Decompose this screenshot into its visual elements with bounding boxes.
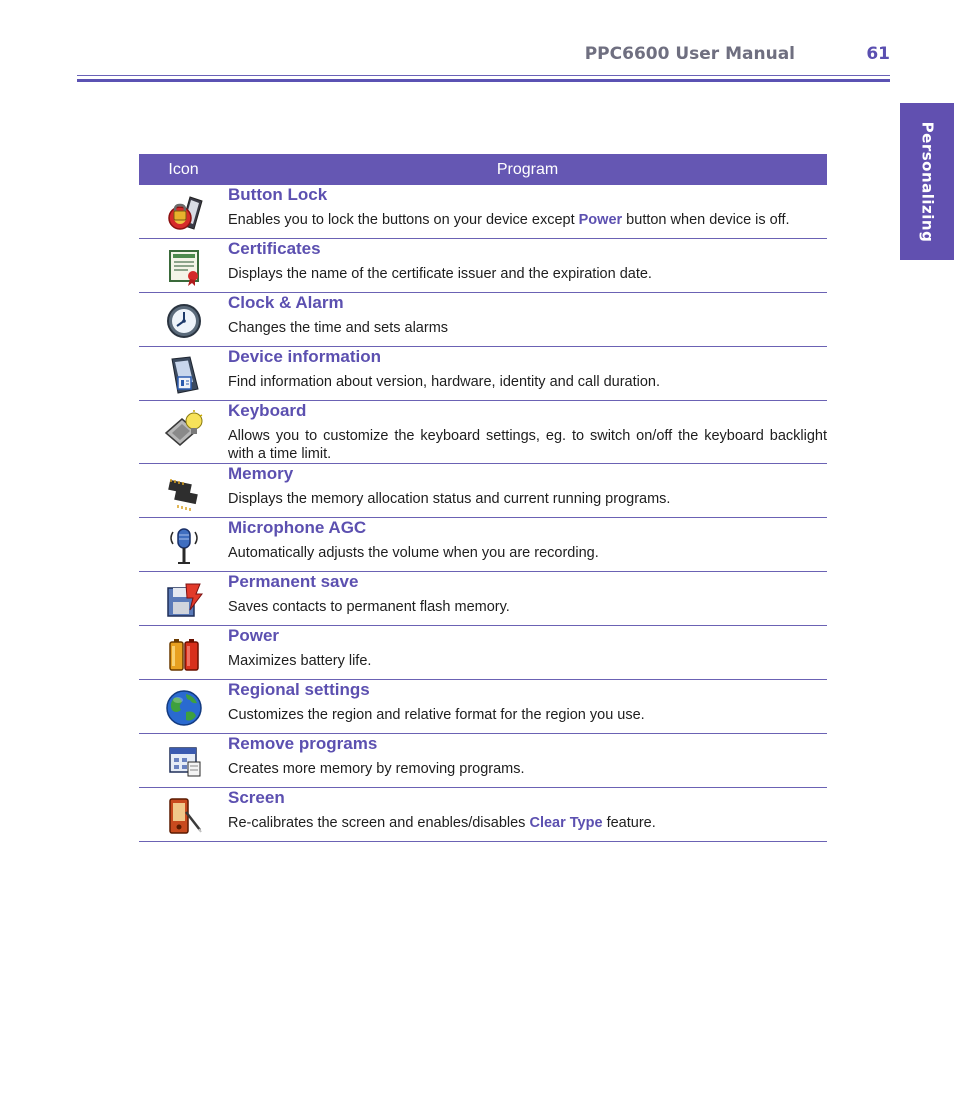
microphone-icon [164, 526, 204, 566]
button-lock-icon [164, 193, 204, 233]
program-name: Regional settings [228, 680, 370, 699]
column-header-icon: Icon [139, 154, 228, 185]
program-table [139, 154, 827, 842]
program-description: Re-calibrates the screen and enables/disables Clear Type feature. [228, 815, 656, 831]
program-description: Displays the name of the certificate issuer and the expiration date. [228, 266, 652, 282]
program-description: Customizes the region and relative format for the region you use. [228, 707, 645, 723]
header-rule [77, 75, 890, 76]
program-name: Microphone AGC [228, 518, 367, 537]
program-description: Saves contacts to permanent flash memory. [228, 599, 510, 615]
page-number: 61 [866, 44, 890, 64]
table-row [139, 572, 827, 626]
program-description: Allows you to customize the keyboard settings, eg. to switch on/off the keyboard backlight with a time limit. [228, 428, 827, 462]
table-row [139, 401, 827, 464]
table-row [139, 185, 827, 239]
program-description: Creates more memory by removing programs. [228, 761, 525, 777]
manual-title: PPC6600 User Manual [584, 44, 795, 64]
header-rule-thick [77, 79, 890, 82]
program-name: Memory [228, 464, 294, 483]
highlight-term: Power [578, 212, 623, 228]
program-description: Changes the time and sets alarms [228, 320, 449, 336]
program-name: Remove programs [228, 734, 378, 753]
permanent-save-icon [164, 580, 204, 620]
program-description: Displays the memory allocation status and current running programs. [228, 491, 671, 507]
table-row [139, 239, 827, 293]
program-name: Device information [228, 347, 382, 366]
program-name: Permanent save [228, 572, 359, 591]
memory-icon [164, 472, 204, 512]
power-icon [164, 634, 204, 674]
remove-programs-icon [164, 742, 204, 782]
program-name: Button Lock [228, 185, 328, 204]
table-row [139, 680, 827, 734]
program-description: Enables you to lock the buttons on your device except Power button when device is off. [228, 212, 790, 228]
program-name: Screen [228, 788, 285, 807]
table-row [139, 788, 827, 842]
table-row [139, 518, 827, 572]
globe-icon [164, 688, 204, 728]
program-description: Find information about version, hardware, identity and call duration. [228, 374, 661, 390]
program-name: Power [228, 626, 280, 645]
clock-icon [164, 301, 204, 341]
column-header-program: Program [228, 154, 827, 185]
table-header-row [139, 154, 827, 185]
section-tab-label: Personalizing [918, 121, 937, 242]
keyboard-icon [164, 409, 204, 449]
program-description: Maximizes battery life. [228, 653, 372, 669]
table-row [139, 347, 827, 401]
program-name: Keyboard [228, 401, 307, 420]
screen-icon [164, 796, 204, 836]
highlight-term: Clear Type [529, 815, 603, 831]
table-row [139, 464, 827, 518]
certificates-icon [164, 247, 204, 287]
table-row [139, 734, 827, 788]
table-row [139, 626, 827, 680]
program-description: Automatically adjusts the volume when you are recording. [228, 545, 599, 561]
program-name: Clock & Alarm [228, 293, 344, 312]
program-name: Certificates [228, 239, 321, 258]
section-tab [900, 103, 954, 260]
device-information-icon [164, 355, 204, 395]
table-row [139, 293, 827, 347]
